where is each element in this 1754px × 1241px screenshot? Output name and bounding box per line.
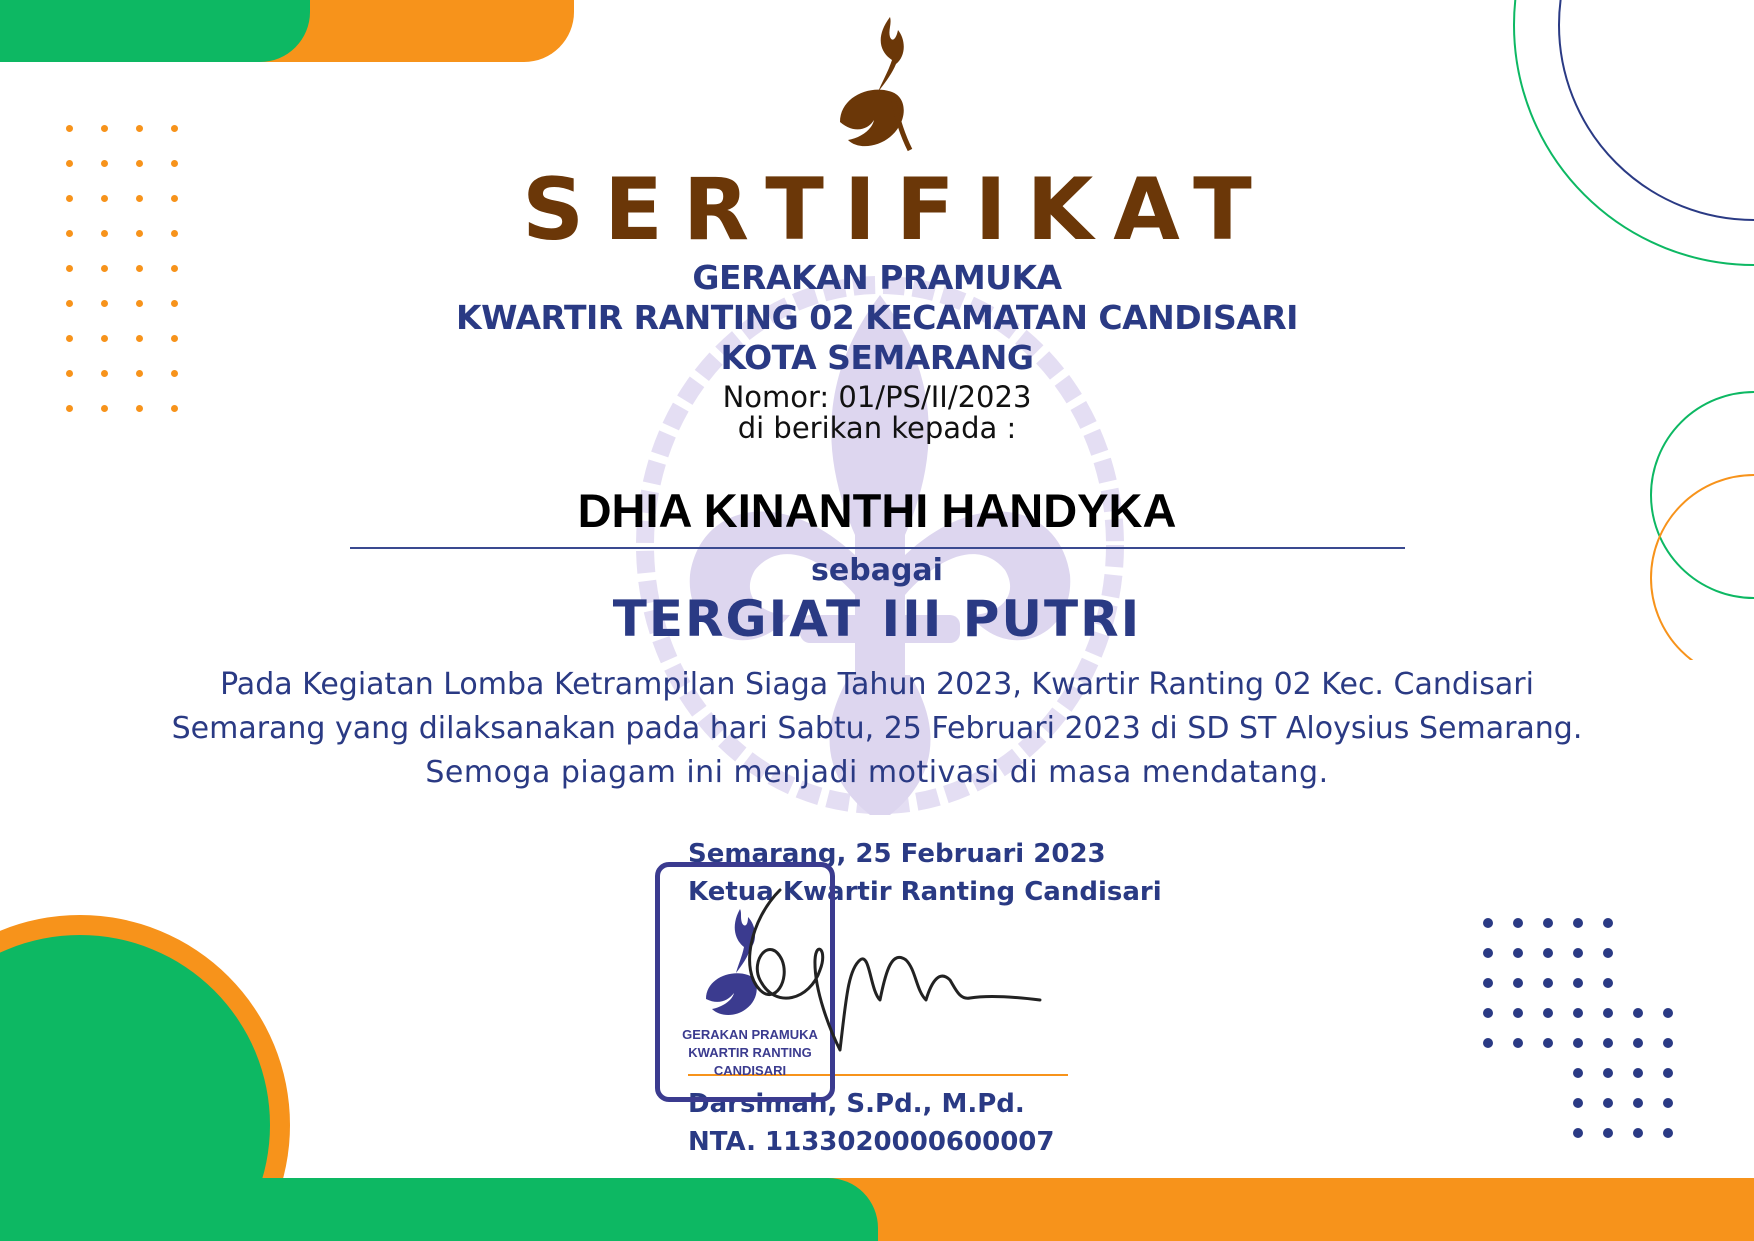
certificate-number: Nomor: 01/PS/II/2023 — [722, 380, 1032, 414]
tunas-kelapa-logo-icon — [830, 12, 920, 152]
top-left-green-bar — [0, 0, 310, 62]
as-label: sebagai — [811, 553, 943, 588]
description-line-1: Pada Kegiatan Lomba Ketrampilan Siaga Tahun 2023, Kwartir Ranting 02 Kec. Candisari — [220, 667, 1534, 702]
certificate-title: SERTIFIKAT — [522, 160, 1272, 260]
signer-title: Ketua Kwartir Ranting Candisari — [688, 877, 1162, 907]
signer-id-number: NTA. 1133020000600007 — [688, 1127, 1055, 1157]
organization-branch: KWARTIR RANTING 02 KECAMATAN CANDISARI — [456, 298, 1298, 337]
recipient-name: DHIA KINANTHI HANDYKA — [577, 484, 1177, 537]
signer-name: Darsimah, S.Pd., M.Pd. — [688, 1089, 1025, 1119]
recipient-role: TERGIAT III PUTRI — [612, 590, 1142, 648]
description-line-2: Semarang yang dilaksanakan pada hari Sabtu, 25 Februari 2023 di SD ST Aloysius Semarang. — [171, 711, 1583, 746]
name-underline — [350, 547, 1405, 549]
navy-dot-grid — [1480, 913, 1710, 1143]
organization-name: GERAKAN PRAMUKA — [692, 258, 1062, 297]
stamp-text-line-1: GERAKAN PRAMUKA — [682, 1027, 818, 1042]
description-line-3: Semoga piagam ini menjadi motivasi di masa mendatang. — [425, 755, 1329, 790]
stamp-text-line-2: KWARTIR RANTING — [688, 1045, 812, 1060]
organization-city: KOTA SEMARANG — [720, 338, 1034, 377]
bottom-green-bar — [0, 1178, 878, 1241]
signature-scribble — [720, 880, 1060, 1070]
bottom-left-circles — [0, 900, 300, 1200]
given-to-label: di berikan kepada : — [737, 411, 1017, 445]
place-date: Semarang, 25 Februari 2023 — [688, 839, 1106, 869]
stamp-text-line-3: CANDISARI — [713, 1063, 787, 1078]
